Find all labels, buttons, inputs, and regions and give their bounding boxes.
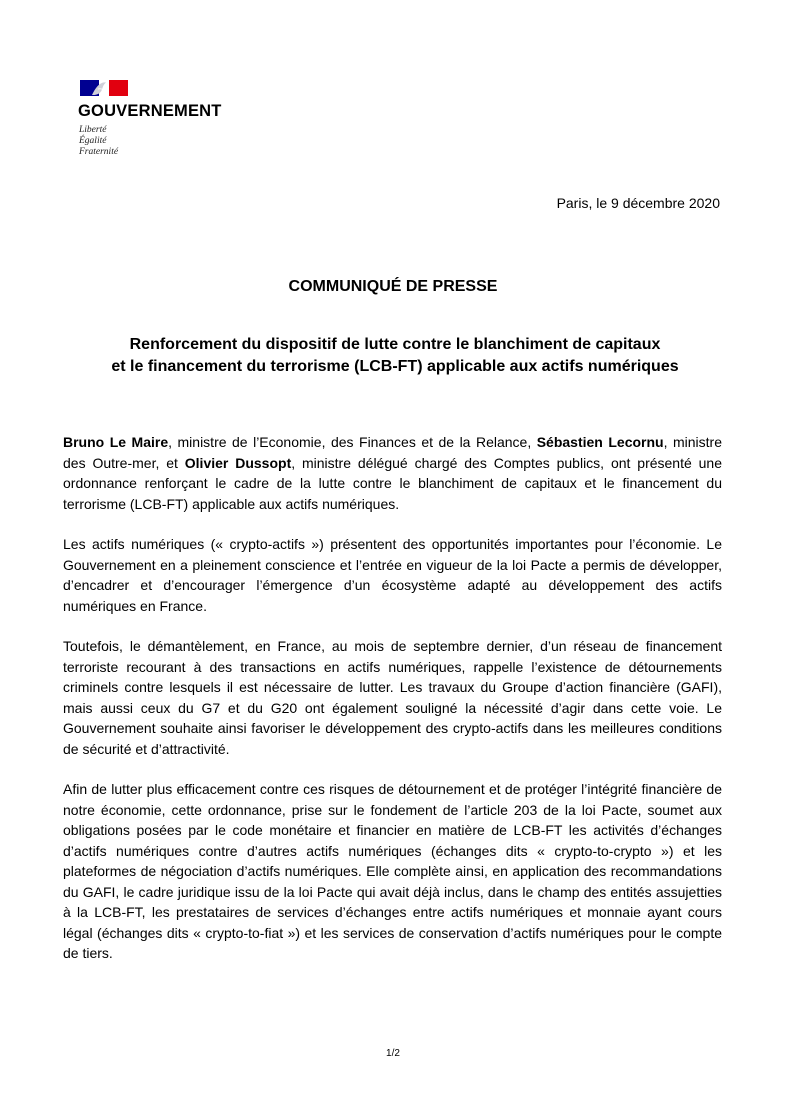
paragraph-text: , ministre des Outre-mer, et (63, 434, 722, 471)
minister-name: Sébastien Lecornu (536, 434, 664, 450)
motto-egalite: Égalité (79, 136, 107, 146)
document-body (63, 432, 722, 984)
page-number: 1/2 (386, 1048, 400, 1059)
paragraph-text: Les actifs numériques (« crypto-actifs ») présentent des opportunités importantes pour l’économie. Le Gouvernement en a pleinement conscience et l’entrée en vigueur de la loi Pacte a permis de développer, d’encadrer et d’encourager l’émergence d’un écosystème adapté au développement des actifs numériques en France. (63, 536, 722, 614)
body-paragraph (63, 779, 722, 964)
motto-fraternite: Fraternité (79, 147, 119, 157)
paragraph-text: Toutefois, le démantèlement, en France, au mois de septembre dernier, d’un réseau de financement terroriste recourant à des transactions en actifs numériques, rappelle l’existence de détournements criminels contre lesquels il est nécessaire de lutter. Les travaux du Groupe d’action financière (GAFI), mais aussi ceux du G7 et du G20 ont également souligné la nécessité d’agir dans cette voie. Le Gouvernement souhaite ainsi favoriser le développement des crypto-actifs dans les meilleures conditions de sécurité et d’attractivité. (63, 638, 722, 757)
body-paragraph (63, 534, 722, 616)
motto-liberte: Liberté (79, 125, 107, 135)
minister-name: Olivier Dussopt (184, 454, 292, 471)
press-release-label: COMMUNIQUÉ DE PRESSE (288, 278, 498, 295)
logo-name: GOUVERNEMENT (78, 102, 222, 120)
minister-name: Bruno Le Maire (63, 434, 169, 450)
title-line-1: Renforcement du dispositif de lutte contre le blanchiment de capitaux (129, 336, 661, 353)
document-title (40, 334, 750, 378)
body-paragraph (63, 432, 722, 514)
body-paragraph (63, 636, 722, 759)
paragraph-text: Afin de lutter plus efficacement contre ces risques de détournement et de protéger l’intégrité financière de notre économie, cette ordonnance, prise sur le fondement de l’article 203 de la loi Pacte, soumet aux obligations posées par le code monétaire et financier en matière de LCB-FT les activités d’échanges d’actifs numériques contre d’autres actifs numériques (échanges dits « crypto-to-crypto ») et les plateformes de négociation d’actifs numériques. Elle complète ainsi, en application des recommandations du GAFI, le cadre juridique issu de la loi Pacte qui avait déjà inclus, dans le champ des entités assujetties à la LCB-FT, les prestataires de services d’échanges entre actifs numériques et monnaie ayant cours légal (échanges dits « crypto-to-fiat ») et les services de conservation d’actifs numériques pour le compte de tiers. (63, 781, 722, 961)
document-date: Paris, le 9 décembre 2020 (556, 195, 720, 211)
marianne-flag-icon (80, 80, 128, 96)
paragraph-text: , ministre de l’Economie, des Finances et de la Relance, (168, 434, 537, 450)
logo-motto (79, 125, 222, 158)
title-line-2: et le financement du terrorisme (LCB-FT) applicable aux actifs numériques (111, 358, 679, 375)
government-logo (78, 80, 222, 158)
paragraph-text: , ministre délégué chargé des Comptes publics, ont présenté une ordonnance renforçant le cadre de la lutte contre le blanchiment de capitaux et le financement du terrorisme (LCB-FT) applicable aux actifs numériques. (63, 454, 722, 512)
